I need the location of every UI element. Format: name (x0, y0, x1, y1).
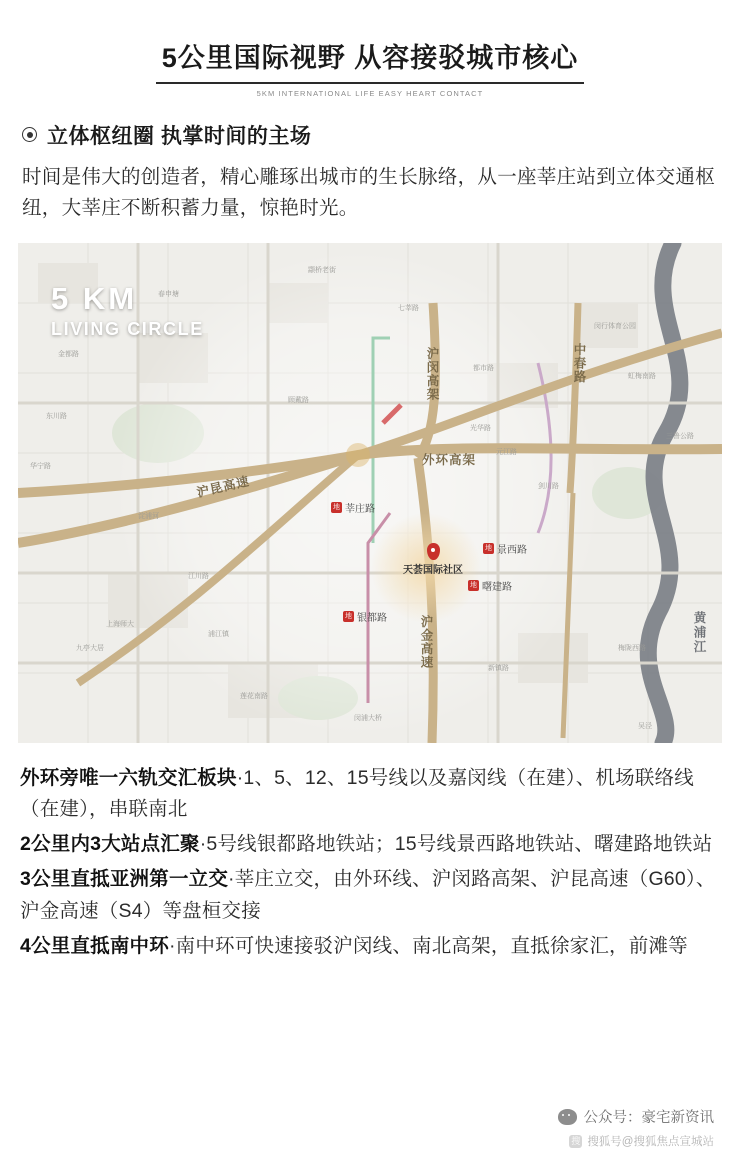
map-minor-label: 浦江镇 (208, 630, 229, 638)
wechat-icon (558, 1109, 577, 1125)
map-minor-label: 东川路 (46, 412, 67, 420)
page-subtitle: 5KM INTERNATIONAL LIFE EASY HEART CONTACT (256, 88, 484, 98)
map-minor-label: 梅陇西路 (618, 644, 646, 652)
metro-station-shujianlu: 地 曙建路 (470, 581, 512, 593)
map-minor-label: 剑川路 (538, 482, 559, 490)
map-minor-label: 九亭大居 (76, 644, 104, 652)
highlights-list (0, 743, 740, 962)
map-minor-label: 吴泾 (638, 722, 652, 730)
circle-dot-icon (22, 127, 37, 142)
map-badge-title: 5 KM (51, 280, 138, 316)
section-title: 立体枢纽圈 执掌时间的主场 (47, 124, 312, 148)
wechat-account (558, 1106, 715, 1127)
map-minor-label: 淀浦河 (138, 512, 159, 520)
fact-title: 2公里内3大站点汇聚 (20, 833, 200, 856)
map-minor-label: 金都路 (58, 350, 79, 358)
metro-station-jingxilu: 地 景西路 (485, 544, 527, 556)
map-minor-label: 江川路 (188, 572, 209, 580)
metro-icon: 地 (345, 612, 352, 620)
fact-body: ·1、5、12、15号线以及嘉闵线（在建）、机场联络线（在建），串联南北 (20, 766, 694, 821)
map-badge (51, 281, 204, 340)
map-minor-label: 七莘路 (398, 304, 419, 312)
list-item (20, 763, 720, 825)
map-minor-label: 上海师大 (106, 620, 134, 628)
page-header (0, 0, 740, 98)
metro-station-xinzhuanglu: 地 莘庄路 (333, 503, 375, 515)
wechat-account-text: 公众号：豪宅新资讯 (583, 1110, 714, 1126)
map-minor-label: 新镇路 (488, 664, 509, 672)
map-minor-label: 光华路 (470, 424, 491, 432)
map-pin-icon (427, 543, 440, 560)
location-map (18, 243, 722, 743)
map-minor-label: 闵行体育公园 (594, 322, 636, 330)
fact-body: ·5号线银都路地铁站；15号线景西路地铁站、曙建路地铁站 (199, 833, 713, 856)
river-label-huangpu: 黄浦江 (692, 610, 706, 655)
map-minor-label: 闵浦大桥 (354, 714, 382, 722)
map-minor-label: 三鲁公路 (666, 432, 694, 440)
list-item (20, 931, 720, 962)
map-minor-label: 都市路 (473, 364, 494, 372)
map-minor-label: 虹梅南路 (628, 372, 656, 380)
section-paragraph: 时间是伟大的创造者，精心雕琢出城市的生长脉络，从一座莘庄站到立体交通枢纽，大莘庄不断积蓄力量，惊艳时光。 (22, 165, 716, 220)
map-minor-label: 莲花南路 (240, 692, 268, 700)
road-label-hukun: 沪昆高速 (195, 473, 252, 500)
map-minor-label: 春申塘 (158, 290, 179, 298)
page-footer (0, 1091, 740, 1157)
sohu-icon: 搜 (571, 1135, 581, 1146)
fact-title: 外环旁唯一六轨交汇板块 (20, 766, 237, 789)
page-title: 5公里国际视野 从容接驳城市核心 (156, 42, 585, 84)
fact-body: ·莘庄立交，由外环线、沪闵路高架、沪昆高速（G60）、沪金高速（S4）等盘桓交接 (20, 868, 716, 922)
list-item (20, 829, 720, 860)
road-label-hujin: 沪金高速 (419, 614, 433, 669)
list-item (20, 864, 720, 926)
map-minor-label: 元江路 (496, 448, 517, 456)
map-badge-subtitle: LIVING CIRCLE (51, 318, 204, 339)
road-label-huminelevated: 沪闵高架 (425, 346, 439, 401)
section-heading (0, 98, 740, 150)
metro-station-yindulu: 地 银都路 (345, 612, 387, 624)
metro-icon: 地 (470, 581, 477, 589)
map-minor-label: 华宁路 (30, 462, 51, 470)
fact-body: ·南中环可快速接驳沪闵线、南北高架，直抵徐家汇，前滩等 (168, 934, 688, 957)
road-label-outerring: 外环高架 (422, 452, 477, 467)
map-minor-label: 顾戴路 (288, 396, 309, 404)
sohu-watermark-text: 搜狐号@搜狐焦点宣城站 (587, 1136, 714, 1148)
sohu-watermark (569, 1133, 714, 1149)
fact-title: 4公里直抵南中环 (20, 934, 169, 957)
metro-icon: 地 (485, 544, 492, 552)
metro-icon: 地 (333, 503, 340, 511)
map-minor-label: 颛桥老街 (308, 266, 336, 274)
road-label-zhongchunroad: 中春路 (572, 342, 586, 384)
fact-title: 3公里直抵亚洲第一立交 (20, 868, 229, 891)
project-poi: 天荟国际社区 (403, 543, 463, 576)
